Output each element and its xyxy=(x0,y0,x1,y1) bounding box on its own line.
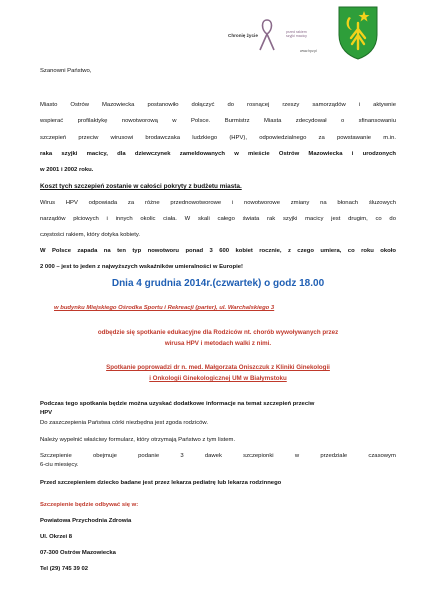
paragraph-line: częstości rakiem, który dotyka kobiety. xyxy=(40,232,141,238)
where-heading: Szczepienie będzie odbywać się w: xyxy=(40,502,139,508)
salutation: Szanowni Państwo, xyxy=(40,68,92,74)
info-text: HPV xyxy=(40,410,53,416)
clinic-city: 07-300 Ostrów Mazowiecka xyxy=(40,550,116,556)
awareness-ribbon-icon xyxy=(256,16,278,54)
doses-text: Szczepienie obejmuje podanie 3 dawek szczepionki w przedziale czasowym xyxy=(40,453,396,459)
info-text: Podczas tego spotkania będzie można uzyskać dodatkowe informacje na temat szczepień przeciw xyxy=(40,401,315,407)
meeting-description: odbędzie się spotkanie edukacyjne dla Rodziców nt. chorób wywoływanych przez xyxy=(97,329,339,336)
logo-url: www.hpv.pl xyxy=(300,49,317,53)
form-text: Należy wypełnić właściwy formularz, który otrzymają Państwo z tym listem. xyxy=(40,437,236,443)
paragraph-line: narządów płciowych i innych okolic ciała. W skali całego świata rak szyjki macicy jest drugim, co do xyxy=(40,216,396,222)
paragraph-line: Miasto Ostrów Mazowiecka postanowiło dołączyć do rosnącej rzeszy samorządów i aktywnie xyxy=(40,102,396,108)
clinic-name: Powiatowa Przychodnia Zdrowia xyxy=(40,518,132,524)
paragraph-line: szczepień przeciw wirusowi brodawczaka ludzkiego (HPV), odpowiedzialnego za powstawanie m.in. xyxy=(40,135,396,141)
paragraph-line: raka szyjki macicy, dla dziewczynek zameldowanych w mieście Ostrów Mazowiecka i urodzonych xyxy=(40,151,396,157)
exam-text: Przed szczepieniem dziecko badane jest przez lekarza pediatrę lub lekarza rodzinnego xyxy=(40,480,282,486)
consent-text: Do zaszczepienia Państwa córki niezbędna jest zgoda rodziców. xyxy=(40,420,208,426)
logo-subtitle: przed rakiem szyjki macicy xyxy=(286,30,307,39)
cost-heading: Koszt tych szczepień zostanie w całości pokryty z budżetu miasta. xyxy=(40,183,242,190)
city-coat-of-arms-icon xyxy=(337,5,379,61)
meeting-description: wirusa HPV i metodach walki z nimi. xyxy=(164,340,272,347)
host-info: i Onkologii Ginekologicznej UM w Białymstoku xyxy=(149,375,287,382)
paragraph-line: 2 000 – jest to jeden z najwyższych wskaźników umieralności w Europie! xyxy=(40,264,243,270)
clinic-phone: Tel (29) 745 39 02 xyxy=(40,566,89,572)
event-venue: w budynku Miejskiego Ośrodka Sportu i Rekreacji (parter), ul. Warchalskiego 3 xyxy=(54,305,275,311)
paragraph-line: w 2001 i 2002 roku. xyxy=(40,167,94,173)
paragraph-line: Wirus HPV odpowiada za różne przednowotworowe i nowotworowe zmiany na błonach śluzowych xyxy=(40,200,396,206)
clinic-street: Ul. Okrzei 8 xyxy=(40,534,73,540)
paragraph-line: wspierać profilaktykę nowotworową w Polsce. Burmistrz Miasta zdecydował o sfinansowaniu xyxy=(40,118,396,124)
host-info: Spotkanie poprowadzi dr n. med. Małgorzata Oniszczuk z Kliniki Ginekologii xyxy=(106,364,330,371)
paragraph-line: W Polsce zapada na ten typ nowotworu ponad 3 600 kobiet rocznie, z czego umiera, co roku około xyxy=(40,248,396,254)
doses-text: 6-ciu miesięcy. xyxy=(40,462,79,468)
logo-title: Chronię życie xyxy=(228,33,258,38)
event-date: Dnia 4 grudnia 2014r.(czwartek) o godz 18.00 xyxy=(111,278,325,289)
